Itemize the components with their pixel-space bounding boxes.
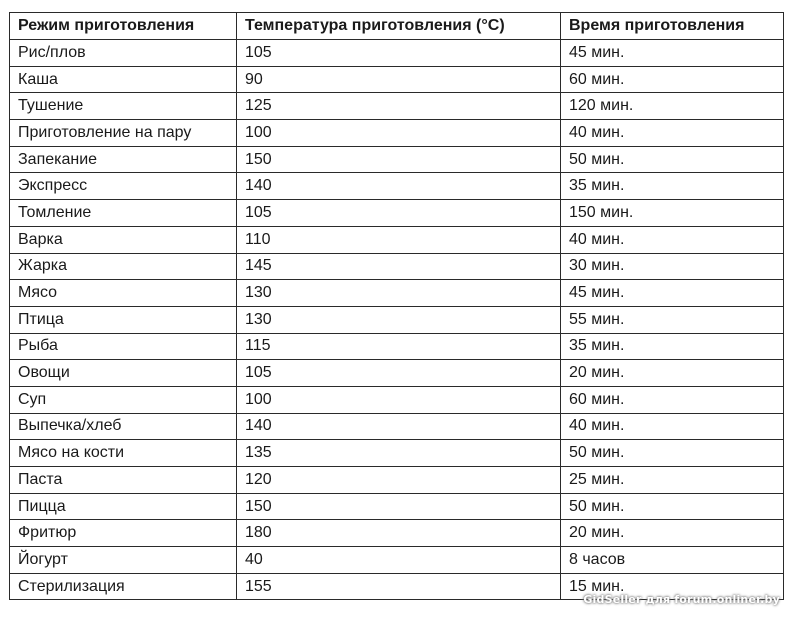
header-row bbox=[10, 13, 784, 40]
time-cell: 45 мин. bbox=[561, 280, 784, 307]
mode-cell: Йогурт bbox=[10, 547, 237, 574]
temperature-cell: 115 bbox=[237, 333, 561, 360]
temperature-cell: 105 bbox=[237, 200, 561, 227]
mode-cell: Каша bbox=[10, 66, 237, 93]
temperature-cell: 40 bbox=[237, 547, 561, 574]
table-row bbox=[10, 386, 784, 413]
temperature-cell: 105 bbox=[237, 40, 561, 67]
header-temperature: Температура приготовления (°C) bbox=[237, 13, 561, 40]
table-row bbox=[10, 520, 784, 547]
table-row bbox=[10, 146, 784, 173]
table-row bbox=[10, 333, 784, 360]
table-row bbox=[10, 493, 784, 520]
table-row bbox=[10, 547, 784, 574]
header-time: Время приготовления bbox=[561, 13, 784, 40]
mode-cell: Паста bbox=[10, 467, 237, 494]
time-cell: 60 мин. bbox=[561, 386, 784, 413]
mode-cell: Тушение bbox=[10, 93, 237, 120]
time-cell: 150 мин. bbox=[561, 200, 784, 227]
time-cell: 120 мин. bbox=[561, 93, 784, 120]
temperature-cell: 130 bbox=[237, 280, 561, 307]
mode-cell: Суп bbox=[10, 386, 237, 413]
table-row bbox=[10, 280, 784, 307]
mode-cell: Рыба bbox=[10, 333, 237, 360]
table-row bbox=[10, 306, 784, 333]
table-row bbox=[10, 440, 784, 467]
mode-cell: Фритюр bbox=[10, 520, 237, 547]
table-row bbox=[10, 467, 784, 494]
temperature-cell: 130 bbox=[237, 306, 561, 333]
time-cell: 40 мин. bbox=[561, 120, 784, 147]
mode-cell: Птица bbox=[10, 306, 237, 333]
mode-cell: Выпечка/хлеб bbox=[10, 413, 237, 440]
mode-cell: Мясо на кости bbox=[10, 440, 237, 467]
table-row bbox=[10, 173, 784, 200]
time-cell: 40 мин. bbox=[561, 413, 784, 440]
table-row bbox=[10, 200, 784, 227]
time-cell: 50 мин. bbox=[561, 440, 784, 467]
time-cell: 50 мин. bbox=[561, 493, 784, 520]
temperature-cell: 100 bbox=[237, 120, 561, 147]
cooking-modes-table bbox=[9, 12, 784, 600]
time-cell: 40 мин. bbox=[561, 226, 784, 253]
time-cell: 60 мин. bbox=[561, 66, 784, 93]
temperature-cell: 90 bbox=[237, 66, 561, 93]
mode-cell: Пицца bbox=[10, 493, 237, 520]
time-cell: 45 мин. bbox=[561, 40, 784, 67]
table-row bbox=[10, 360, 784, 387]
mode-cell: Запекание bbox=[10, 146, 237, 173]
mode-cell: Варка bbox=[10, 226, 237, 253]
mode-cell: Мясо bbox=[10, 280, 237, 307]
table-row bbox=[10, 66, 784, 93]
temperature-cell: 120 bbox=[237, 467, 561, 494]
header-mode: Режим приготовления bbox=[10, 13, 237, 40]
time-cell: 35 мин. bbox=[561, 173, 784, 200]
table-row bbox=[10, 93, 784, 120]
watermark-text: GidSeller для forum.onliner.by bbox=[583, 593, 780, 606]
temperature-cell: 150 bbox=[237, 146, 561, 173]
mode-cell: Экспресс bbox=[10, 173, 237, 200]
time-cell: 50 мин. bbox=[561, 146, 784, 173]
mode-cell: Жарка bbox=[10, 253, 237, 280]
time-cell: 8 часов bbox=[561, 547, 784, 574]
table-row bbox=[10, 253, 784, 280]
mode-cell: Приготовление на пару bbox=[10, 120, 237, 147]
temperature-cell: 140 bbox=[237, 413, 561, 440]
time-cell: 25 мин. bbox=[561, 467, 784, 494]
temperature-cell: 155 bbox=[237, 573, 561, 600]
table-row bbox=[10, 120, 784, 147]
temperature-cell: 135 bbox=[237, 440, 561, 467]
time-cell: 15 мин. bbox=[561, 573, 784, 600]
time-cell: 30 мин. bbox=[561, 253, 784, 280]
temperature-cell: 145 bbox=[237, 253, 561, 280]
temperature-cell: 140 bbox=[237, 173, 561, 200]
mode-cell: Рис/плов bbox=[10, 40, 237, 67]
table-row bbox=[10, 413, 784, 440]
time-cell: 20 мин. bbox=[561, 520, 784, 547]
temperature-cell: 100 bbox=[237, 386, 561, 413]
mode-cell: Томление bbox=[10, 200, 237, 227]
table-row bbox=[10, 226, 784, 253]
temperature-cell: 125 bbox=[237, 93, 561, 120]
time-cell: 20 мин. bbox=[561, 360, 784, 387]
table-row bbox=[10, 40, 784, 67]
temperature-cell: 110 bbox=[237, 226, 561, 253]
temperature-cell: 180 bbox=[237, 520, 561, 547]
temperature-cell: 150 bbox=[237, 493, 561, 520]
time-cell: 55 мин. bbox=[561, 306, 784, 333]
temperature-cell: 105 bbox=[237, 360, 561, 387]
time-cell: 35 мин. bbox=[561, 333, 784, 360]
mode-cell: Овощи bbox=[10, 360, 237, 387]
mode-cell: Стерилизация bbox=[10, 573, 237, 600]
